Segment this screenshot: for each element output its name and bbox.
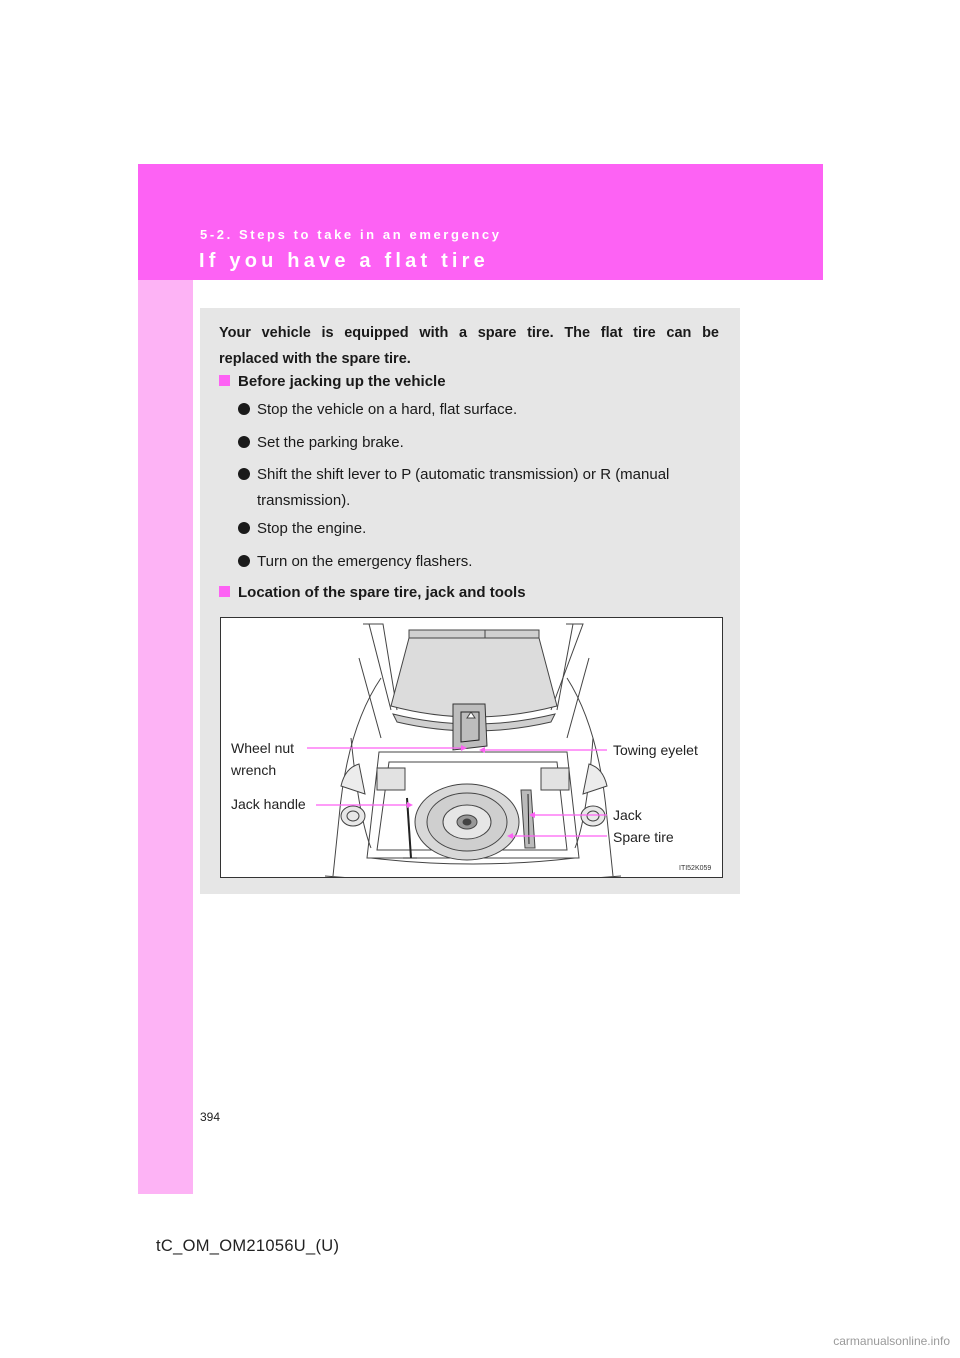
list-item	[238, 549, 723, 575]
list-item-continuation: transmission).	[257, 492, 351, 509]
bullet-dot-icon	[238, 468, 250, 480]
label-jack: Jack	[613, 807, 642, 823]
intro-line-1: Your vehicle is equipped with a spare tire. The flat tire can be	[219, 325, 719, 341]
list-item-text: Set the parking brake.	[257, 434, 404, 451]
bullet-dot-icon	[238, 436, 250, 448]
document-id: tC_OM_OM21056U_(U)	[156, 1237, 340, 1255]
list-item-text: Shift the shift lever to P (automatic transmission) or R (manual	[257, 466, 670, 483]
watermark[interactable]: carmanualsonline.info	[833, 1334, 950, 1348]
label-line: Wheel nut	[231, 740, 295, 756]
heading-text: Location of the spare tire, jack and tools	[238, 584, 526, 601]
label-line: wrench	[231, 762, 277, 778]
heading-before-jacking	[219, 373, 446, 390]
section-label: 5-2. Steps to take in an emergency	[200, 227, 502, 242]
bullet-dot-icon	[238, 403, 250, 415]
page-number: 394	[200, 1110, 221, 1124]
list-item-text: Stop the vehicle on a hard, flat surface.	[257, 401, 518, 418]
square-bullet-icon	[219, 375, 230, 386]
list-item	[238, 462, 723, 514]
list-item	[238, 397, 723, 423]
list-item-text: Turn on the emergency flashers.	[257, 553, 473, 570]
square-bullet-icon	[219, 586, 230, 597]
list-item-text: Stop the engine.	[257, 520, 367, 537]
list-item	[238, 430, 723, 456]
label-wheel-nut-wrench	[231, 737, 294, 781]
bullet-dot-icon	[238, 555, 250, 567]
label-spare-tire: Spare tire	[613, 829, 674, 845]
heading-location	[219, 584, 526, 601]
label-jack-handle: Jack handle	[231, 796, 306, 812]
figure-code: ITI52K059	[679, 865, 712, 872]
bullet-dot-icon	[238, 522, 250, 534]
heading-text: Before jacking up the vehicle	[238, 373, 446, 390]
intro-paragraph	[219, 320, 719, 372]
intro-line-2: replaced with the spare tire.	[219, 351, 411, 367]
side-strip	[138, 164, 193, 1194]
page-title: If you have a flat tire	[199, 250, 489, 272]
list-item	[238, 516, 723, 542]
spare-tire-figure	[220, 617, 723, 878]
label-towing-eyelet: Towing eyelet	[613, 742, 698, 758]
